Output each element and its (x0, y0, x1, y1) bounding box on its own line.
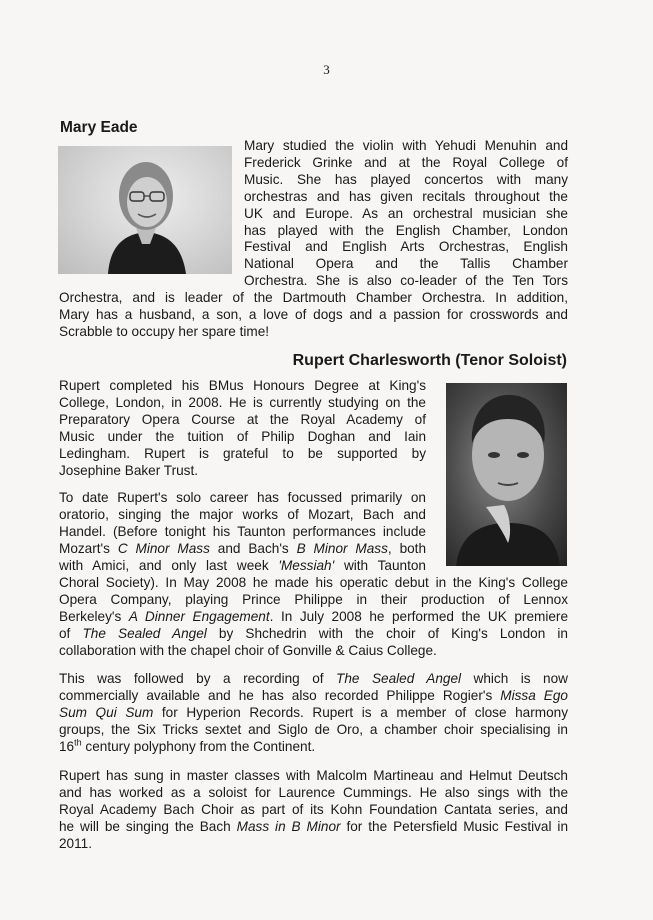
rupert-line (59, 558, 426, 575)
mary-line: Music. She has played concertos with many (244, 171, 568, 187)
text-run: he will be singing the Bach (59, 818, 237, 834)
text-run: with Amici, and only last week (59, 557, 279, 573)
work-title: C Minor Mass (117, 540, 210, 556)
work-title: The Sealed Angel (82, 625, 207, 641)
mary-line: Scrabble to occupy her spare time! (59, 323, 270, 339)
mary-line: Mary studied the violin with Yehudi Menuhin and (244, 138, 568, 153)
text-run: . In July 2008 he performed the UK premiere (269, 608, 568, 624)
rupert-line: Royal Academy Bach Choir as part of its Kohn Foundation Cantata series, and (59, 801, 568, 817)
rupert-paragraph-4 (59, 768, 568, 853)
work-title: Missa Ego (500, 687, 568, 703)
rupert-line: College, London, in 2008. He is currently studying on the (59, 394, 426, 410)
work-title: 'Messiah' (278, 557, 335, 573)
rupert-line: Choral Society). In May 2008 he made his operatic debut in the King's College (59, 575, 568, 590)
text-run: which is now (461, 671, 568, 686)
mary-line: has played with the English Chamber, London (244, 222, 568, 238)
rupert-line (59, 819, 568, 836)
mary-bio-bottom (59, 290, 568, 341)
rupert-line (59, 671, 568, 688)
text-run: for Hyperion Records. Rupert is a member of close harmony (153, 704, 569, 720)
work-title: Sum Qui Sum (59, 704, 154, 720)
text-run: This was followed by a recording of (59, 671, 337, 686)
text-run: for the Petersfield Music Festival in (340, 818, 569, 834)
mary-line: Mary has a husband, a son, a love of dogs and a passion for crosswords and (59, 306, 568, 322)
text-run: commercially available and he has also recorded Philippe Rogier's (59, 687, 501, 703)
rupert-line: Handel. (Before tonight his Taunton performances include (59, 523, 426, 539)
mary-line: UK and Europe. As an orchestral musician she (244, 205, 568, 221)
mary-line: National Opera and the Tallis Chamber (244, 256, 568, 272)
text-run: and Bach's (209, 540, 297, 556)
rupert-line: Rupert has sung in master classes with Malcolm Martineau and Helmut Deutsch (59, 768, 568, 783)
text-run: 16 (59, 738, 75, 754)
text-run: Berkeley's (59, 608, 129, 624)
rupert-line: Rupert completed his BMus Honours Degree at King's (59, 378, 426, 393)
mary-line: Orchestra, and is leader of the Dartmouth Chamber Orchestra. In addition, (59, 290, 568, 305)
text-run: century polyphony from the Continent. (81, 738, 316, 754)
rupert-line: oratorio, singing the major works of Mozart, Bach and (59, 506, 426, 522)
rupert-line: 2011. (59, 835, 93, 851)
heading-mary-eade: Mary Eade (60, 119, 138, 136)
rupert-line: Preparatory Opera Course at the Royal Academy of (59, 411, 426, 427)
rupert-line: and has worked as a soloist for Laurence Cummings. He also sings with the (59, 784, 568, 800)
rupert-line (59, 705, 568, 722)
rupert-line (59, 541, 426, 558)
ordinal-suffix: th (74, 737, 82, 748)
work-title: The Sealed Angel (336, 671, 462, 686)
rupert-line: Music under the tuition of Philip Doghan and Iain (59, 428, 426, 444)
text-run: of (59, 625, 83, 641)
portrait-photo-woman-icon (58, 146, 232, 274)
mary-line: orchestras and has given recitals throughout the (244, 188, 568, 204)
rupert-line (59, 739, 568, 756)
work-title: B Minor Mass (296, 540, 388, 556)
rupert-line (59, 609, 568, 626)
rupert-paragraph-2-top (59, 490, 426, 575)
rupert-paragraph-3 (59, 671, 568, 756)
rupert-line (59, 688, 568, 705)
rupert-line: To date Rupert's solo career has focussed primarily on (59, 490, 426, 505)
rupert-paragraph-2-bottom (59, 575, 568, 660)
text-run: with Taunton (334, 557, 426, 573)
rupert-line: groups, the Six Tricks sextet and Siglo de Oro, a chamber choir specialising in (59, 721, 568, 737)
mary-line: Festival and English Arts Orchestras, English (244, 239, 568, 255)
page-number: 3 (323, 62, 330, 77)
rupert-line: collaboration with the chapel choir of Gonville & Caius College. (59, 642, 437, 658)
work-title: A Dinner Engagement (128, 608, 270, 624)
rupert-line: Ledingham. Rupert is grateful to be supported by (59, 445, 426, 461)
mary-line: Frederick Grinke and at the Royal College of (244, 154, 568, 170)
mary-line: Orchestra. She is also co-leader of the Ten Tors (244, 273, 568, 289)
rupert-line (59, 626, 568, 643)
rupert-paragraph-1 (59, 378, 426, 479)
portrait-photo-man-icon (446, 383, 567, 566)
work-title: Mass in B Minor (236, 818, 341, 834)
text-run: Mozart's (59, 540, 118, 556)
text-run: , both (387, 540, 427, 556)
text-run: by Shchedrin with the choir of King's London in (206, 625, 568, 641)
mary-bio-top (244, 138, 568, 290)
rupert-line: Opera Company, playing Prince Philippe in their production of Lennox (59, 591, 568, 607)
heading-rupert-charlesworth: Rupert Charlesworth (Tenor Soloist) (292, 352, 567, 369)
rupert-line: Josephine Baker Trust. (59, 462, 199, 478)
